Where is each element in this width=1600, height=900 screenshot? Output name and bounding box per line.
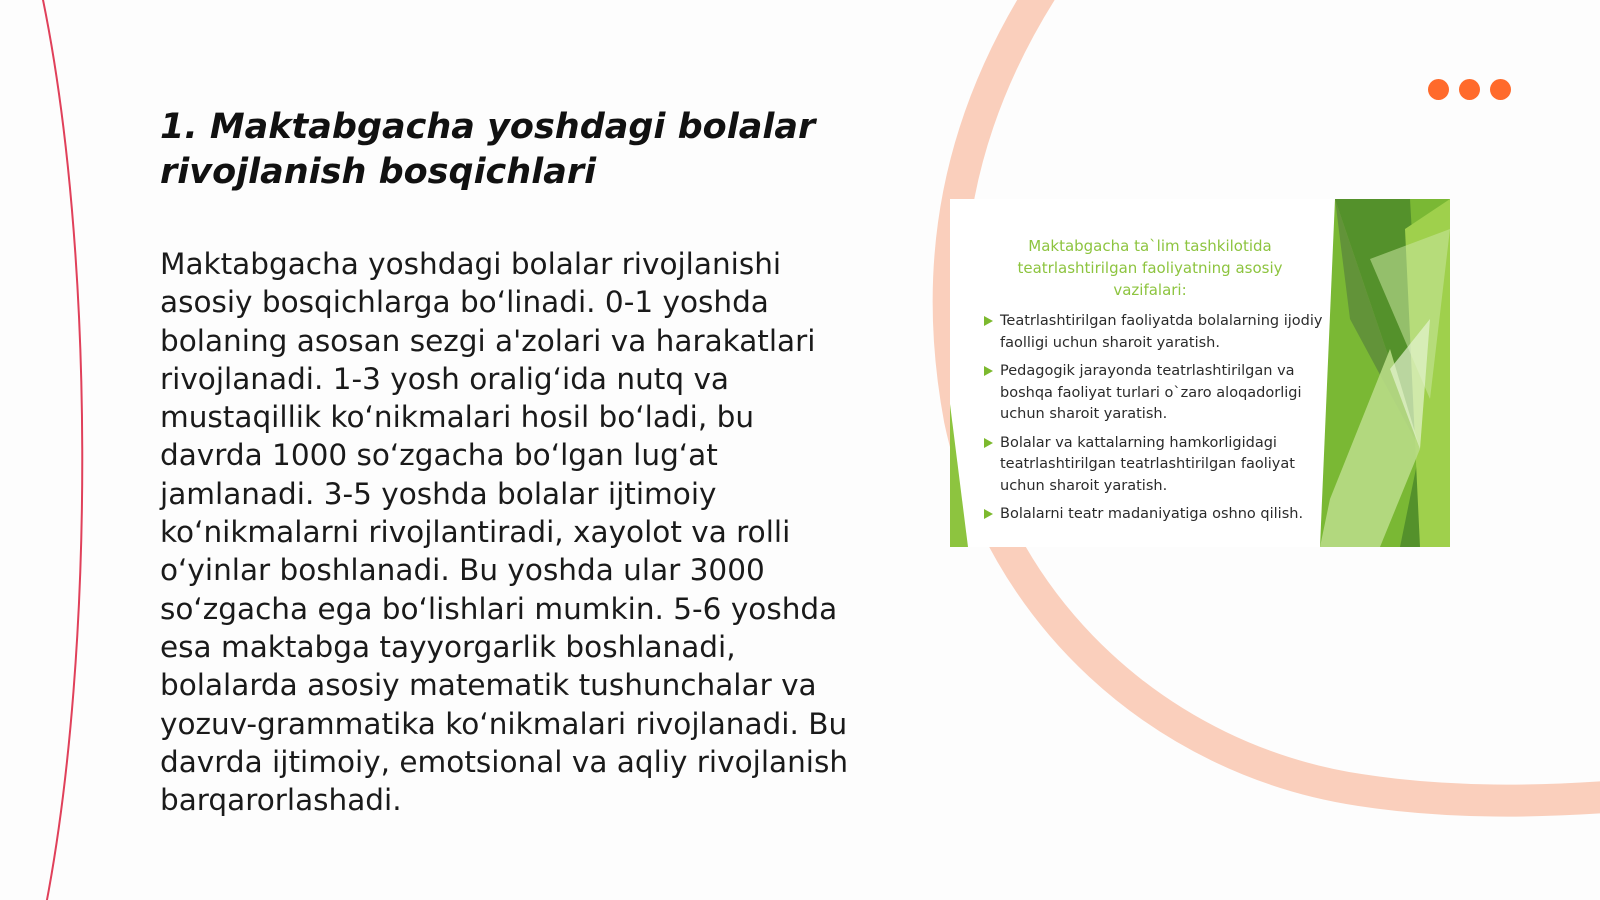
dot-icon [1459,79,1480,100]
list-item [984,504,1334,526]
triangle-bullet-icon [984,438,993,448]
list-item-text: Pedagogik jarayonda teatrlashtirilgan va boshqa faoliyat turlari o`zaro aloqadorligi uchun sharoit yaratish. [1000,363,1302,422]
slide-title: 1. Maktabgacha yoshdagi bolalar rivojlanish bosqichlari [160,107,816,192]
inset-bullet-list [984,311,1334,533]
list-item-text: Teatrlashtirilgan faoliyatda bolalarning ijodiy faolligi uchun sharoit yaratish. [1000,313,1323,351]
decorative-dots [1428,79,1511,100]
dot-icon [1490,79,1511,100]
list-item-text: Bolalar va kattalarning hamkorligidagi teatrlashtirilgan teatrlashtirilgan faoliyat uchun sharoit yaratish. [1000,434,1295,494]
list-item-text: Bolalarni teatr madaniyatiga oshno qilish. [1000,506,1304,522]
triangle-bullet-icon [984,316,993,326]
triangle-bullet-icon [984,366,993,376]
decorative-line [42,0,82,900]
list-item [984,311,1334,354]
inset-title: Maktabgacha ta`lim tashkilotida teatrlashtirilgan faoliyatning asosiy vazifalari: [1017,237,1283,299]
slide-body-text: Maktabgacha yoshdagi bolalar rivojlanishi asosiy bosqichlarga bo‘linadi. 0-1 yoshda bolaning asosan sezgi a'zolari va harakatlari rivojlanadi. 1-3 yosh oralig‘ida nutq va mustaqillik ko‘nikmalari hosil bo‘ladi, bu davrda 1000 so‘zgacha bo‘lgan lug‘at jamlanadi. 3-5 yoshda bolalar ijtimoiy ko‘nikmalarni rivojlantiradi, xayolot va rolli o‘yinlar boshlanadi. Bu yoshda ular 3000 so‘zgacha ega bo‘lishlari mumkin. 5-6 yoshda esa maktabga tayyorgarlik boshlanadi, bolalarda asosiy matematik tushunchalar va yozuv-grammatika ko‘nikmalari rivojlanadi. Bu davrda ijtimoiy, emotsional va aqliy rivojlanish barqarorlashadi. [160,247,849,818]
dot-icon [1428,79,1449,100]
list-item [984,433,1334,498]
list-item [984,361,1334,426]
embedded-slide-image [950,199,1450,547]
triangle-bullet-icon [984,509,993,519]
